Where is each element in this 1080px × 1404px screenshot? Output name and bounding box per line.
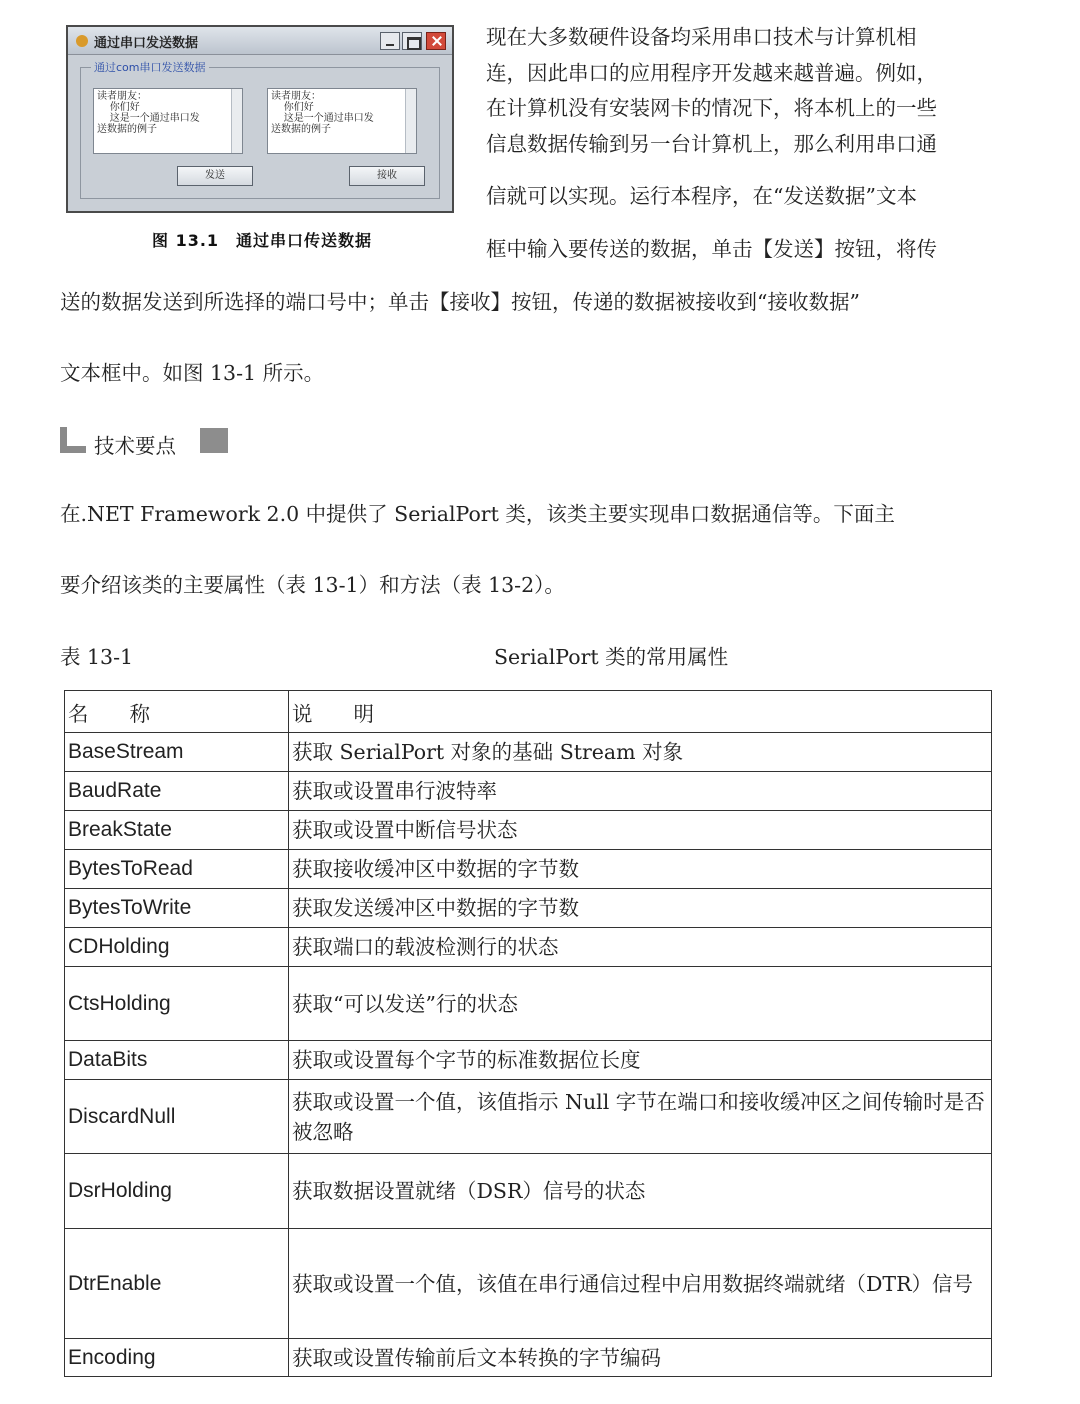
property-desc: 获取或设置一个值，该值指示 Null 字节在端口和接收缓冲区之间传输时是否被忽略 bbox=[289, 1080, 992, 1154]
property-desc: 获取或设置一个值，该值在串行通信过程中启用数据终端就绪（DTR）信号 bbox=[289, 1229, 992, 1339]
header-desc: 说 明 bbox=[289, 691, 992, 733]
app-icon bbox=[76, 35, 88, 47]
property-desc: 获取或设置中断信号状态 bbox=[289, 811, 992, 850]
property-desc: 获取接收缓冲区中数据的字节数 bbox=[289, 850, 992, 889]
table-row bbox=[65, 1154, 992, 1229]
send-data-text: 读者朋友： 你们好 这是一个通过串口发 送数据的例子 bbox=[97, 91, 200, 135]
section-heading bbox=[60, 427, 260, 457]
properties-table bbox=[64, 690, 992, 1377]
figure-caption: 图 13.1 通过串口传送数据 bbox=[152, 231, 373, 250]
send-scrollbar[interactable] bbox=[231, 89, 242, 153]
property-name: BytesToWrite bbox=[65, 889, 289, 928]
table-row bbox=[65, 772, 992, 811]
table-row bbox=[65, 1339, 992, 1377]
window-title: 通过串口发送数据 bbox=[94, 36, 199, 51]
table-title: SerialPort 类的常用属性 bbox=[494, 645, 729, 669]
intro-line: 框中输入要传送的数据，单击【发送】按钮，将传 bbox=[486, 236, 937, 261]
property-desc: 获取端口的载波检测行的状态 bbox=[289, 928, 992, 967]
receive-data-text: 读者朋友： 你们好 这是一个通过串口发 送数据的例子 bbox=[271, 91, 374, 135]
table-row bbox=[65, 1229, 992, 1339]
intro-line: 信就可以实现。运行本程序，在“发送数据”文本 bbox=[486, 184, 917, 208]
table-row bbox=[65, 1080, 992, 1154]
property-name: BytesToRead bbox=[65, 850, 289, 889]
table-row bbox=[65, 889, 992, 928]
close-icon[interactable] bbox=[426, 32, 446, 50]
receive-button[interactable]: 接收 bbox=[349, 166, 425, 186]
property-name: CDHolding bbox=[65, 928, 289, 967]
property-desc: 获取数据设置就绪（DSR）信号的状态 bbox=[289, 1154, 992, 1229]
property-name: DiscardNull bbox=[65, 1080, 289, 1154]
table-row bbox=[65, 733, 992, 772]
window-titlebar bbox=[68, 27, 452, 55]
property-desc: 获取或设置传输前后文本转换的字节编码 bbox=[289, 1339, 992, 1377]
table-header-row bbox=[65, 691, 992, 733]
table-row bbox=[65, 811, 992, 850]
property-name: CtsHolding bbox=[65, 967, 289, 1041]
property-name: DataBits bbox=[65, 1041, 289, 1080]
minimize-icon[interactable] bbox=[380, 32, 400, 50]
property-name: BreakState bbox=[65, 811, 289, 850]
receive-scrollbar[interactable] bbox=[405, 89, 416, 153]
header-name: 名 称 bbox=[65, 691, 289, 733]
property-desc: 获取 SerialPort 对象的基础 Stream 对象 bbox=[289, 733, 992, 772]
property-name: BaseStream bbox=[65, 733, 289, 772]
property-desc: 获取或设置串行波特率 bbox=[289, 772, 992, 811]
intro-line: 连，因此串口的应用程序开发越来越普遍。例如， bbox=[486, 60, 937, 85]
intro-line: 现在大多数硬件设备均采用串口技术与计算机相 bbox=[486, 25, 917, 49]
table-row bbox=[65, 928, 992, 967]
section-marker-icon bbox=[60, 427, 86, 453]
section-title: 技术要点 bbox=[94, 434, 176, 458]
property-name: DtrEnable bbox=[65, 1229, 289, 1339]
send-data-textbox[interactable] bbox=[93, 88, 243, 154]
table-row bbox=[65, 967, 992, 1041]
section-line: 要介绍该类的主要属性（表 13-1）和方法（表 13-2）。 bbox=[60, 573, 565, 597]
app-window-screenshot bbox=[66, 25, 454, 213]
intro-line: 在计算机没有安装网卡的情况下，将本机上的一些 bbox=[486, 96, 937, 120]
property-name: DsrHolding bbox=[65, 1154, 289, 1229]
table-label: 表 13-1 bbox=[60, 645, 134, 669]
intro-line: 信息数据传输到另一台计算机上，那么利用串口通 bbox=[486, 131, 937, 156]
intro-continue-line: 文本框中。如图 13-1 所示。 bbox=[60, 361, 325, 385]
property-desc: 获取或设置每个字节的标准数据位长度 bbox=[289, 1041, 992, 1080]
maximize-icon[interactable] bbox=[402, 32, 422, 50]
groupbox bbox=[80, 61, 440, 199]
property-desc: 获取发送缓冲区中数据的字节数 bbox=[289, 889, 992, 928]
property-name: Encoding bbox=[65, 1339, 289, 1377]
property-desc: 获取“可以发送”行的状态 bbox=[289, 967, 992, 1041]
send-button[interactable]: 发送 bbox=[177, 166, 253, 186]
table-row bbox=[65, 850, 992, 889]
intro-paragraph bbox=[486, 20, 1002, 267]
table-row bbox=[65, 1041, 992, 1080]
section-block-icon bbox=[200, 428, 228, 453]
groupbox-label: 通过com串口发送数据 bbox=[91, 59, 209, 75]
intro-continue-line: 送的数据发送到所选择的端口号中；单击【接收】按钮，传递的数据被接收到“接收数据” bbox=[60, 290, 860, 314]
property-name: BaudRate bbox=[65, 772, 289, 811]
section-line: 在.NET Framework 2.0 中提供了 SerialPort 类，该类主要实现串口数据通信等。下面主 bbox=[60, 502, 895, 526]
receive-data-textbox[interactable] bbox=[267, 88, 417, 154]
